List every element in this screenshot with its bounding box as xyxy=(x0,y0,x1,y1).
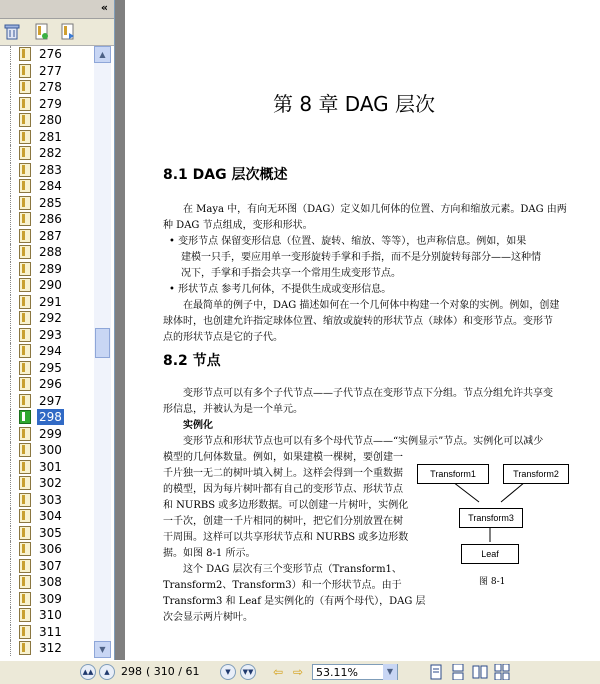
tree-line xyxy=(10,459,12,475)
bookmark-item[interactable] xyxy=(0,541,94,557)
bookmark-label: 300 xyxy=(39,443,62,457)
paragraph-line: 形信息，并被认为是一个单元。 xyxy=(163,404,303,415)
tree-line xyxy=(10,442,12,458)
bookmark-label: 297 xyxy=(39,393,62,408)
tree-line xyxy=(10,261,12,277)
bookmark-icon xyxy=(19,493,31,507)
bookmark-toolbar xyxy=(0,19,114,46)
bookmark-label: 306 xyxy=(39,542,62,556)
bookmark-label: 295 xyxy=(39,360,62,375)
bookmark-icon xyxy=(19,196,31,210)
bookmark-item[interactable] xyxy=(0,508,94,524)
tree-line xyxy=(10,607,12,623)
bookmark-item[interactable] xyxy=(0,195,94,211)
bookmark-icon xyxy=(19,410,31,424)
bookmark-icon xyxy=(19,592,31,606)
panel-header xyxy=(0,0,114,19)
bookmark-item[interactable] xyxy=(0,211,94,227)
tree-line xyxy=(10,591,12,607)
bookmark-item[interactable] xyxy=(0,459,94,475)
node-leaf: Leaf xyxy=(461,544,519,564)
tree-line xyxy=(10,195,12,211)
bookmark-icon xyxy=(19,443,31,457)
scroll-thumb[interactable] xyxy=(95,328,110,358)
bookmark-icon xyxy=(19,575,31,589)
bookmark-label: 307 xyxy=(39,558,62,573)
bookmark-item[interactable] xyxy=(0,574,94,590)
bookmark-label: 278 xyxy=(39,80,62,94)
bookmark-item[interactable] xyxy=(0,360,94,376)
tree-line xyxy=(10,624,12,640)
figure-caption: 图 8-1 xyxy=(479,577,506,587)
tree-line xyxy=(10,129,12,145)
bookmark-item[interactable] xyxy=(0,624,94,640)
facing-page-icon[interactable] xyxy=(472,664,488,680)
bookmark-new-icon[interactable] xyxy=(34,23,50,41)
tree-line xyxy=(10,79,12,95)
tree-line xyxy=(10,426,12,442)
bookmark-item[interactable] xyxy=(0,46,94,62)
tree-line xyxy=(10,112,12,128)
scroll-down-icon[interactable]: ▼ xyxy=(94,641,111,658)
tree-line xyxy=(10,244,12,260)
bookmark-label: 277 xyxy=(39,63,62,78)
paragraph-line: 点的形状节点是它的子代。 xyxy=(163,332,283,343)
tree-line xyxy=(10,475,12,491)
paragraph-line: 变形节点和形状节点也可以有多个母代节点——“实例显示”节点。实例化可以减少 xyxy=(183,436,544,447)
paragraph-line: 变形节点可以有多个子代节点——子代节点在变形节点下分组。节点分组允许共享变 xyxy=(183,388,553,399)
bookmark-label: 303 xyxy=(39,492,62,507)
bookmark-label: 282 xyxy=(39,146,62,160)
previous-page-icon[interactable]: ▲ xyxy=(99,664,115,680)
paragraph-line: 次会显示两片树叶。 xyxy=(163,612,253,623)
bookmark-item[interactable] xyxy=(0,607,94,623)
bookmark-item[interactable] xyxy=(0,475,94,491)
bookmark-icon xyxy=(19,394,31,408)
bookmark-icon xyxy=(19,64,31,78)
paragraph-line: 这个 DAG 层次有三个变形节点（Transform1、 xyxy=(183,564,402,575)
bookmark-icon xyxy=(19,245,31,259)
tree-line xyxy=(10,376,12,392)
bookmark-icon xyxy=(19,476,31,490)
bookmark-icon xyxy=(19,47,31,61)
bookmark-item[interactable] xyxy=(0,129,94,145)
node-transform2: Transform2 xyxy=(503,464,569,484)
tree-line xyxy=(10,228,12,244)
tree-line xyxy=(10,327,12,343)
bookmark-label: 286 xyxy=(39,212,62,226)
page-count-label: ( 310 / 61 xyxy=(146,665,200,678)
tree-line xyxy=(10,393,12,409)
bullet-line: • 形状节点 参考几何体，不提供生成或变形信息。 xyxy=(169,284,392,295)
bookmark-item[interactable] xyxy=(0,558,94,574)
bookmark-icon xyxy=(19,80,31,94)
bookmark-icon xyxy=(19,311,31,325)
bookmark-icon xyxy=(19,377,31,391)
tree-line xyxy=(10,541,12,557)
tree-line xyxy=(10,211,12,227)
node-transform3: Transform3 xyxy=(459,508,523,528)
bookmark-item[interactable] xyxy=(0,244,94,260)
paragraph-line: 和 NURBS 或多边形数据。可以创建一片树叶，实例化 xyxy=(163,500,409,511)
tree-line xyxy=(10,343,12,359)
bookmark-expand-icon[interactable] xyxy=(60,23,76,41)
bookmark-icon xyxy=(19,130,31,144)
bookmark-item[interactable] xyxy=(0,96,94,112)
bookmark-icon xyxy=(19,229,31,243)
bookmark-icon xyxy=(19,113,31,127)
bookmark-icon xyxy=(19,625,31,639)
bookmark-item[interactable] xyxy=(0,591,94,607)
chapter-title: 第 8 章 DAG 层次 xyxy=(273,92,436,116)
bookmark-label: 280 xyxy=(39,113,62,127)
page-number-input[interactable]: 298 xyxy=(121,665,142,678)
bookmark-item[interactable] xyxy=(0,277,94,293)
tree-line xyxy=(10,409,12,425)
next-page-icon[interactable]: ▼ xyxy=(220,664,236,680)
tree-line xyxy=(10,310,12,326)
bookmark-label: 301 xyxy=(39,459,62,474)
bullet-line: 况下，手掌和手指会共享一个常用生成变形节点。 xyxy=(181,268,401,279)
bookmark-label: 292 xyxy=(39,311,62,325)
tree-line xyxy=(10,294,12,310)
sidebar-scrollbar[interactable] xyxy=(94,46,111,658)
tree-line xyxy=(10,96,12,112)
bookmark-icon xyxy=(19,328,31,342)
zoom-select[interactable] xyxy=(312,664,398,680)
tree-line xyxy=(10,162,12,178)
paragraph-line: 干周围。这样可以共享形状节点和 NURBS 或多边形数 xyxy=(163,532,409,543)
paragraph-line: 球体时，也创建允许指定球体位置、缩放或旋转的形状节点（球体）和变形节点。变形节 xyxy=(163,316,553,327)
bookmark-item[interactable] xyxy=(0,343,94,359)
bookmark-icon xyxy=(19,278,31,292)
bookmark-label: 279 xyxy=(39,96,62,111)
bookmark-item[interactable] xyxy=(0,63,94,79)
bookmark-label: 288 xyxy=(39,245,62,259)
tree-line xyxy=(10,178,12,194)
bookmark-item[interactable] xyxy=(0,228,94,244)
edge-transform1-transform3 xyxy=(453,482,479,502)
bookmark-icon xyxy=(19,179,31,193)
document-page xyxy=(125,0,600,660)
bookmark-label: 309 xyxy=(39,591,62,606)
bookmark-icon xyxy=(19,427,31,441)
collapse-panel-icon[interactable]: « xyxy=(100,1,108,14)
single-page-icon[interactable] xyxy=(428,664,444,680)
bookmark-icon xyxy=(19,344,31,358)
bookmark-label: 311 xyxy=(39,624,62,639)
chevron-down-icon[interactable]: ▼ xyxy=(383,664,397,680)
paragraph-line: 种 DAG 节点组成，变形和形状。 xyxy=(163,220,313,231)
bookmark-icon xyxy=(19,361,31,375)
bookmark-item[interactable] xyxy=(0,261,94,277)
tree-line xyxy=(10,360,12,376)
dag-figure xyxy=(417,446,567,590)
bookmark-label: 296 xyxy=(39,377,62,391)
tree-line xyxy=(10,277,12,293)
tree-line xyxy=(10,558,12,574)
bullet-line: • 变形节点 保留变形信息（位置、旋转、缩放、等等），也声称信息。例如，如果 xyxy=(169,236,527,247)
bookmark-icon xyxy=(19,262,31,276)
section-heading-8-1: 8.1 DAG 层次概述 xyxy=(163,167,288,183)
bookmark-label: 293 xyxy=(39,327,62,342)
edge-transform2-transform3 xyxy=(501,482,525,502)
bookmark-icon xyxy=(19,559,31,573)
bookmark-icon xyxy=(19,608,31,622)
bookmark-item[interactable] xyxy=(0,178,94,194)
bookmark-label: 287 xyxy=(39,228,62,243)
bookmark-item[interactable] xyxy=(0,525,94,541)
bookmark-label: 281 xyxy=(39,129,62,144)
bookmark-label: 276 xyxy=(39,47,62,61)
tree-line xyxy=(10,492,12,508)
zoom-value: 53.11% xyxy=(316,666,358,679)
tree-line xyxy=(10,525,12,541)
go-back-icon[interactable]: ⇦ xyxy=(272,665,284,679)
bookmark-icon xyxy=(19,97,31,111)
bookmark-item[interactable] xyxy=(0,376,94,392)
bookmark-icon xyxy=(19,295,31,309)
bookmark-icon xyxy=(19,542,31,556)
trash-icon[interactable] xyxy=(4,23,20,41)
node-transform1: Transform1 xyxy=(417,464,489,484)
bookmark-label: 283 xyxy=(39,162,62,177)
tree-line xyxy=(10,640,12,656)
bookmark-label: 291 xyxy=(39,294,62,309)
continuous-page-icon[interactable] xyxy=(450,664,466,680)
navigation-bar xyxy=(0,660,600,684)
paragraph-line: 千片独一无二的树叶填入树上。这样会得到一个重数据 xyxy=(163,468,403,479)
bookmark-item[interactable] xyxy=(0,310,94,326)
bookmark-icon xyxy=(19,163,31,177)
first-page-icon[interactable]: ▲▲ xyxy=(80,664,96,680)
paragraph-line: 在 Maya 中，有向无环图（DAG）定义如几何体的位置、方向和缩放元素。DAG 由两 xyxy=(183,204,567,215)
bookmarks-panel xyxy=(0,0,115,660)
bookmark-icon xyxy=(19,212,31,226)
tree-line xyxy=(10,63,12,79)
section-heading-8-2: 8.2 节点 xyxy=(163,353,221,369)
bookmark-item[interactable] xyxy=(0,79,94,95)
bookmark-item[interactable] xyxy=(0,409,94,425)
bookmark-item[interactable] xyxy=(0,294,94,310)
tree-line xyxy=(10,145,12,161)
go-forward-icon[interactable]: ⇨ xyxy=(292,665,304,679)
bookmark-label: 298 xyxy=(39,410,62,424)
bookmark-label: 310 xyxy=(39,608,62,622)
continuous-facing-icon[interactable] xyxy=(494,664,510,680)
bookmark-label: 289 xyxy=(39,261,62,276)
paragraph-line: 的模型，因为每片树叶都有自己的变形节点、形状节点 xyxy=(163,484,403,495)
bookmark-icon xyxy=(19,526,31,540)
bookmark-item[interactable] xyxy=(0,393,94,409)
bookmark-item[interactable] xyxy=(0,426,94,442)
bookmark-label: 305 xyxy=(39,525,62,540)
bookmark-item[interactable] xyxy=(0,640,94,656)
bookmark-item[interactable] xyxy=(0,145,94,161)
last-page-icon[interactable]: ▼▼ xyxy=(240,664,256,680)
paragraph-line: Transform2、Transform3）和一个形状节点。由于 xyxy=(163,580,402,591)
document-view[interactable] xyxy=(115,0,600,660)
bookmark-item[interactable] xyxy=(0,327,94,343)
bookmark-item[interactable] xyxy=(0,162,94,178)
paragraph-line: 在最简单的例子中，DAG 描述如何在一个几何体中构建一个对象的实例。例如，创建 xyxy=(183,300,560,311)
tree-line xyxy=(10,508,12,524)
page-bookmark-list xyxy=(0,46,94,658)
bookmark-item[interactable] xyxy=(0,442,94,458)
bookmark-label: 304 xyxy=(39,509,62,523)
scroll-up-icon[interactable]: ▲ xyxy=(94,46,111,63)
paragraph-line: 一千次，创建一千片相同的树叶，把它们分别放置在树 xyxy=(163,516,403,527)
paragraph-line: 模型的几何体数量。例如，如果建模一棵树，要创建一 xyxy=(163,452,403,463)
bullet-line: 建模一只手，要应用单一变形旋转手掌和手指，而不是分别旋转每部分——这种情 xyxy=(181,252,541,263)
bookmark-label: 285 xyxy=(39,195,62,210)
bookmark-label: 302 xyxy=(39,476,62,490)
bookmark-item[interactable] xyxy=(0,492,94,508)
bookmark-label: 312 xyxy=(39,641,62,655)
tree-line xyxy=(10,574,12,590)
bookmark-label: 308 xyxy=(39,575,62,589)
bookmark-item[interactable] xyxy=(0,112,94,128)
subheading: 实例化 xyxy=(183,420,213,431)
paragraph-line: 据。如图 8-1 所示。 xyxy=(163,548,256,559)
bookmark-label: 294 xyxy=(39,344,62,358)
bookmark-label: 290 xyxy=(39,278,62,292)
tree-line xyxy=(10,46,12,62)
bookmark-icon xyxy=(19,509,31,523)
bookmark-icon xyxy=(19,146,31,160)
bookmark-label: 299 xyxy=(39,426,62,441)
bookmark-icon xyxy=(19,460,31,474)
bookmark-label: 284 xyxy=(39,179,62,193)
paragraph-line: Transform3 和 Leaf 是实例化的（有两个母代），DAG 层 xyxy=(163,596,426,607)
bookmark-icon xyxy=(19,641,31,655)
